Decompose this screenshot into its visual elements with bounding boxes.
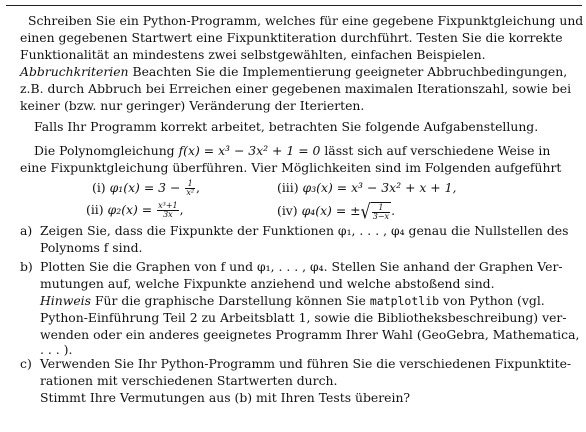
- part-b-label: b): [20, 259, 33, 274]
- abbruch-line-1: [20, 64, 567, 80]
- poly-line-1: [34, 143, 550, 159]
- part-b-line-1: Plotten Sie die Graphen von f und φ₁, . . . , φ₄. Stellen Sie anhand der Graphen Ver-: [40, 259, 563, 274]
- option-i: (i) φ₁(x) = 3 − $\frac{1}{\text{x²}}$ ,: [92, 179, 200, 197]
- option-ii-label: (ii): [86, 202, 104, 217]
- part-b-line-4: Python-Einführung Teil 2 zu Arbeitsblatt 1, sowie die Bibliotheksbeschreibung) ver-: [40, 310, 567, 325]
- part-a-line-1: Zeigen Sie, dass die Fixpunkte der Funktionen φ₁, . . . , φ₄ genau die Nullstellen des: [40, 223, 569, 238]
- sqrt-symbol: √: [360, 199, 371, 223]
- option-ii-fraction: $\frac{\text{x³+1}}{3x}$: [158, 201, 178, 219]
- hinweis-label: Hinweis: [40, 293, 92, 308]
- part-c-line-2: rationen mit verschiedenen Startwerten durch.: [40, 373, 338, 388]
- option-iii: [277, 180, 456, 196]
- intro-line-1: Schreiben Sie ein Python-Programm, welches für eine gegebene Fixpunktgleichung und: [28, 13, 584, 28]
- option-iv: (iv) φ₄(x) = ±√ $\frac{1}{3-x}$ .: [277, 199, 396, 223]
- option-ii-lhs: φ₂(x) =: [107, 202, 153, 217]
- hinweis-text-a: Für die graphische Darstellung können Sie: [91, 293, 370, 308]
- option-iv-radicand: [371, 202, 391, 221]
- abbruch-label: Abbruchkriterien: [20, 64, 129, 79]
- option-iv-label: (iv): [277, 203, 298, 218]
- poly-equation: f(x) = x³ − 3x² + 1 = 0: [178, 143, 321, 158]
- part-a-line-2: Polynoms f sind.: [40, 240, 143, 255]
- intro-line-3: Funktionalität an mindestens zwei selbstgewählten, einfachen Beispielen.: [20, 47, 486, 62]
- option-ii: (ii) φ₂(x) = $\frac{\text{x³+1}}{3x}$ ,: [86, 201, 184, 219]
- part-a-label: a): [20, 223, 33, 238]
- abbruch-text: Beachten Sie die Implementierung geeigneter Abbruchbedingungen,: [128, 64, 568, 79]
- hinweis-text-b: von Python (vgl.: [439, 293, 545, 308]
- falls-line: Falls Ihr Programm korrekt arbeitet, betrachten Sie folgende Aufgabenstellung.: [34, 119, 539, 134]
- option-i-fraction: $\frac{1}{\text{x²}}$: [186, 179, 195, 197]
- poly-text-a: Die Polynomgleichung: [34, 143, 179, 158]
- part-b-line-5: wenden oder ein anderes geeignetes Programm Ihrer Wahl (GeoGebra, Mathematica,: [40, 327, 580, 342]
- poly-line-2: eine Fixpunktgleichung überführen. Vier Möglichkeiten sind im Folgenden aufgeführt: [20, 160, 562, 175]
- option-i-label: (i): [92, 180, 106, 195]
- matplotlib-code: matplotlib: [369, 294, 440, 308]
- abbruch-line-2: z.B. durch Abbruch bei Erreichen einer gegebenen maximalen Iterationszahl, sowie bei: [20, 81, 572, 96]
- part-c-line-1: Verwenden Sie Ihr Python-Programm und führen Sie die verschiedenen Fixpunktite-: [40, 356, 572, 371]
- top-rule: [6, 5, 582, 6]
- poly-text-b: lässt sich auf verschiedene Weise in: [320, 143, 551, 158]
- part-b-hinweis-line: [40, 293, 545, 309]
- part-b-line-6: . . . ).: [40, 342, 73, 357]
- option-iv-lhs: φ₄(x) = ±: [301, 203, 361, 218]
- part-b-line-2: mutungen auf, welche Fixpunkte anziehend und welche abstoßend sind.: [40, 276, 495, 291]
- intro-line-2: einen gegebenen Startwert eine Fixpunktiteration durchführt. Testen Sie die korrekte: [20, 30, 563, 45]
- part-c-line-3: Stimmt Ihre Vermutungen aus (b) mit Ihren Tests überein?: [40, 390, 411, 405]
- abbruch-line-3: keiner (bzw. nur geringer) Veränderung der Iterierten.: [20, 98, 365, 113]
- option-i-lhs: φ₁(x) = 3 −: [109, 180, 181, 195]
- option-iii-expr: φ₃(x) = x³ − 3x² + x + 1,: [302, 180, 457, 195]
- option-iv-fraction: $\frac{1}{3-x}$: [372, 203, 390, 221]
- part-c-label: c): [20, 356, 32, 371]
- option-iii-label: (iii): [277, 180, 299, 195]
